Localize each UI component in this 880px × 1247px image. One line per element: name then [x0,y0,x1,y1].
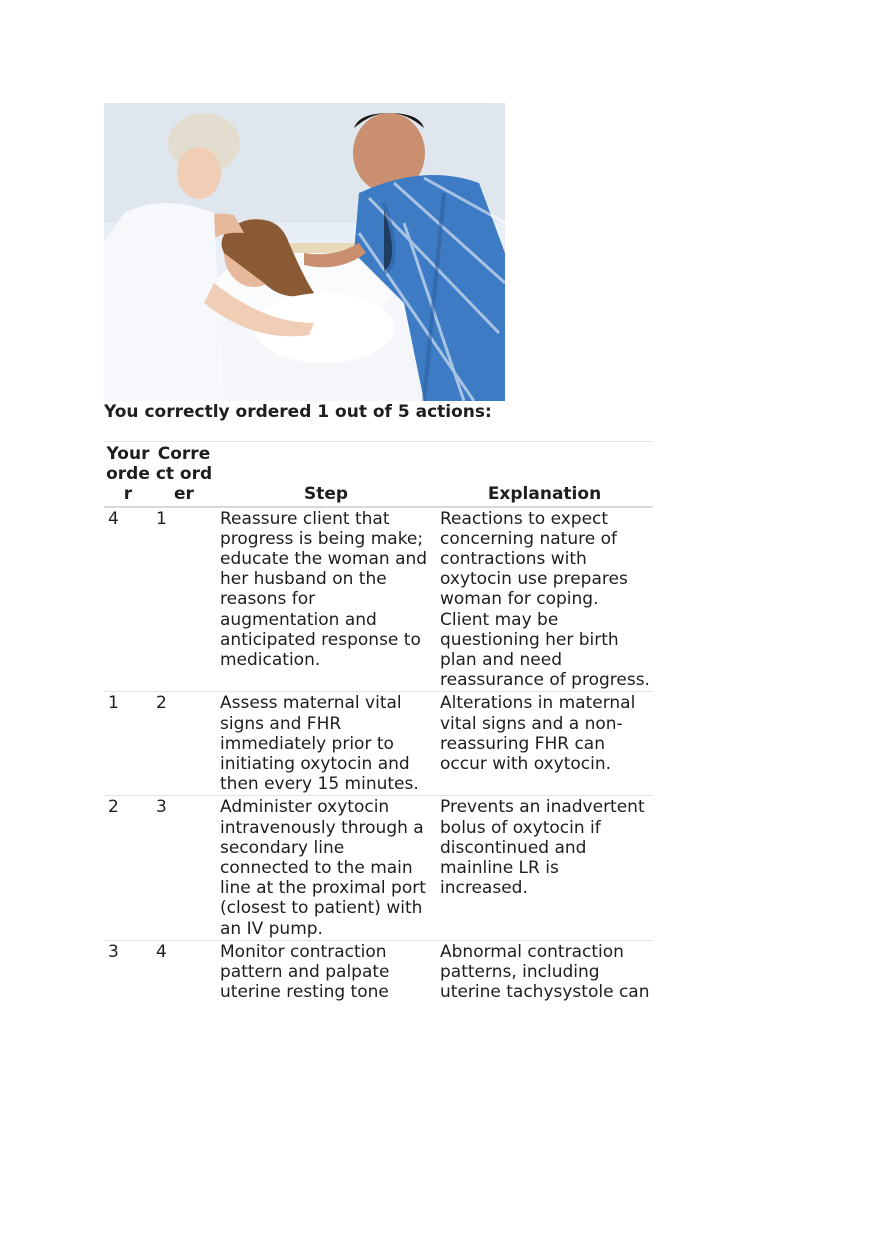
step-cell: Assess maternal vital signs and FHR immediately prior to initiating oxytocin and then every 15 minutes. [216,692,436,796]
result-summary: You correctly ordered 1 out of 5 actions: [104,402,492,422]
table-row [104,507,653,692]
correct-order-cell: 1 [152,507,216,692]
order-results-table [104,441,653,1003]
correct-order-cell: 4 [156,941,167,962]
correct-order-cell: 3 [152,796,216,940]
table-row [104,796,653,940]
your-order-cell: 2 [104,796,152,940]
labor-scene-photo [104,103,505,401]
explanation-cell: Alterations in maternal vital signs and a non-reassuring FHR can occur with oxytocin. [436,692,653,796]
explanation-cell: Prevents an inadvertent bolus of oxytocin if discontinued and mainline LR is increased. [436,796,653,940]
table-header-row [104,442,653,507]
your-order-cell: 1 [104,692,152,796]
step-header: Step [216,442,436,507]
step-cell: Monitor contraction pattern and palpate uterine resting tone [220,941,390,1003]
your-order-header: Your order [104,442,152,507]
correct-order-cell: 2 [152,692,216,796]
step-cell: Reassure client that progress is being make; educate the woman and her husband on the reasons for augmentation and anticipated response to medication. [216,507,436,692]
explanation-cell: Reactions to expect concerning nature of contractions with oxytocin use prepares woman for coping. Client may be questioning her birth plan and need reassurance of progress. [436,507,653,692]
explanation-cell: Abnormal contraction patterns, including uterine tachysystole can [440,941,650,1003]
your-order-cell: 3 [108,941,119,962]
your-order-cell: 4 [104,507,152,692]
correct-order-header: Correct order [152,442,216,507]
table-row [104,940,653,1003]
step-cell: Administer oxytocin intravenously through a secondary line connected to the main line at the proximal port (closest to patient) with an IV pump. [216,796,436,940]
table-row [104,692,653,796]
explanation-header: Explanation [436,442,653,507]
